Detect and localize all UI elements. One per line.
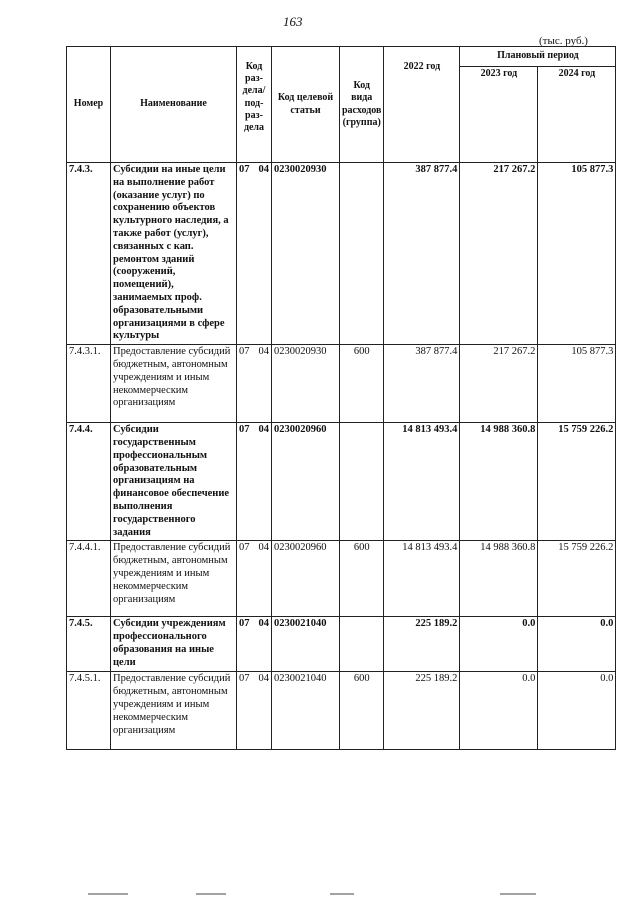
row-number: 7.4.4.1. [67,541,111,617]
row-value-2023: 14 988 360.8 [460,541,538,617]
page-number: 163 [283,14,303,29]
header-expense-type: Код вида расходов (группа) [340,47,384,163]
budget-table [66,46,616,750]
scan-mark [500,893,536,895]
table-row [67,163,616,345]
row-name: Субсидии учреждениям профессионального образования на иные цели [111,617,237,672]
header-plan-period: Плановый период [460,47,616,67]
row-number: 7.4.5. [67,617,111,672]
row-subsection: 04 [258,673,269,685]
row-subsection: 04 [258,618,269,630]
scan-mark [196,893,226,895]
row-value-2022: 387 877.4 [384,345,460,423]
row-number: 7.4.3.1. [67,345,111,423]
row-expense-type [340,423,384,541]
row-number: 7.4.5.1. [67,672,111,750]
header-number: Номер [67,47,111,163]
header-name: Наименование [111,47,237,163]
row-expense-type [340,163,384,345]
header-2024: 2024 год [538,67,616,163]
row-name: Субсидии на иные цели на выполнение работ (оказание услуг) по сохранению объектов культурного наследия, а также работ (услуг), связанных с кап. ремонтом зданий (сооружений, помещений), занимаемых проф. образовательными организациями в сфере культуры [111,163,237,345]
row-value-2022: 225 189.2 [384,617,460,672]
row-name: Предоставление субсидий бюджетным, автономным учреждениям и иным некоммерческим организациям [111,672,237,750]
row-section: 07 [239,424,250,436]
table-row [67,672,616,750]
row-name: Субсидии государственным профессиональным образовательным организациям на финансовое обеспечение выполнения государственного задания [111,423,237,541]
row-value-2024: 15 759 226.2 [538,423,616,541]
table-row [67,541,616,617]
row-target-code: 0230021040 [272,617,340,672]
scan-mark [330,893,354,895]
row-expense-type: 600 [340,345,384,423]
row-target-code: 0230020930 [272,163,340,345]
row-subsection: 04 [258,164,269,175]
header-target-code: Код целевой статьи [272,47,340,163]
table-row [67,617,616,672]
header-section-code: Код раз-дела/ под-раз-дела [237,47,272,163]
row-value-2022: 14 813 493.4 [384,423,460,541]
scan-mark [88,893,128,895]
row-value-2023: 0.0 [460,617,538,672]
row-section: 07 [239,346,250,358]
row-number: 7.4.4. [67,423,111,541]
row-value-2024: 15 759 226.2 [538,541,616,617]
row-value-2024: 105 877.3 [538,163,616,345]
row-value-2023: 14 988 360.8 [460,423,538,541]
row-section: 07 [239,164,250,175]
row-target-code: 0230021040 [272,672,340,750]
row-expense-type: 600 [340,672,384,750]
row-name: Предоставление субсидий бюджетным, автономным учреждениям и иным некоммерческим организациям [111,345,237,423]
row-name: Предоставление субсидий бюджетным, автономным учреждениям и иным некоммерческим организациям [111,541,237,617]
row-value-2024: 105 877.3 [538,345,616,423]
row-subsection: 04 [258,424,269,436]
row-target-code: 0230020960 [272,423,340,541]
row-subsection: 04 [258,542,269,554]
row-expense-type: 600 [340,541,384,617]
table-body [67,163,616,750]
row-value-2024: 0.0 [538,617,616,672]
row-target-code: 0230020960 [272,541,340,617]
row-subsection: 04 [258,346,269,358]
row-value-2022: 14 813 493.4 [384,541,460,617]
row-target-code: 0230020930 [272,345,340,423]
row-section: 07 [239,618,250,630]
row-section: 07 [239,542,250,554]
row-value-2023: 217 267.2 [460,345,538,423]
row-value-2023: 0.0 [460,672,538,750]
row-value-2022: 387 877.4 [384,163,460,345]
row-section: 07 [239,673,250,685]
row-value-2023: 217 267.2 [460,163,538,345]
units-label: (тыс. руб.) [539,35,588,47]
table-row [67,423,616,541]
row-number: 7.4.3. [67,163,111,345]
header-2023: 2023 год [460,67,538,163]
row-value-2024: 0.0 [538,672,616,750]
table-row [67,345,616,423]
header-2022: 2022 год [384,47,460,163]
row-value-2022: 225 189.2 [384,672,460,750]
row-expense-type [340,617,384,672]
